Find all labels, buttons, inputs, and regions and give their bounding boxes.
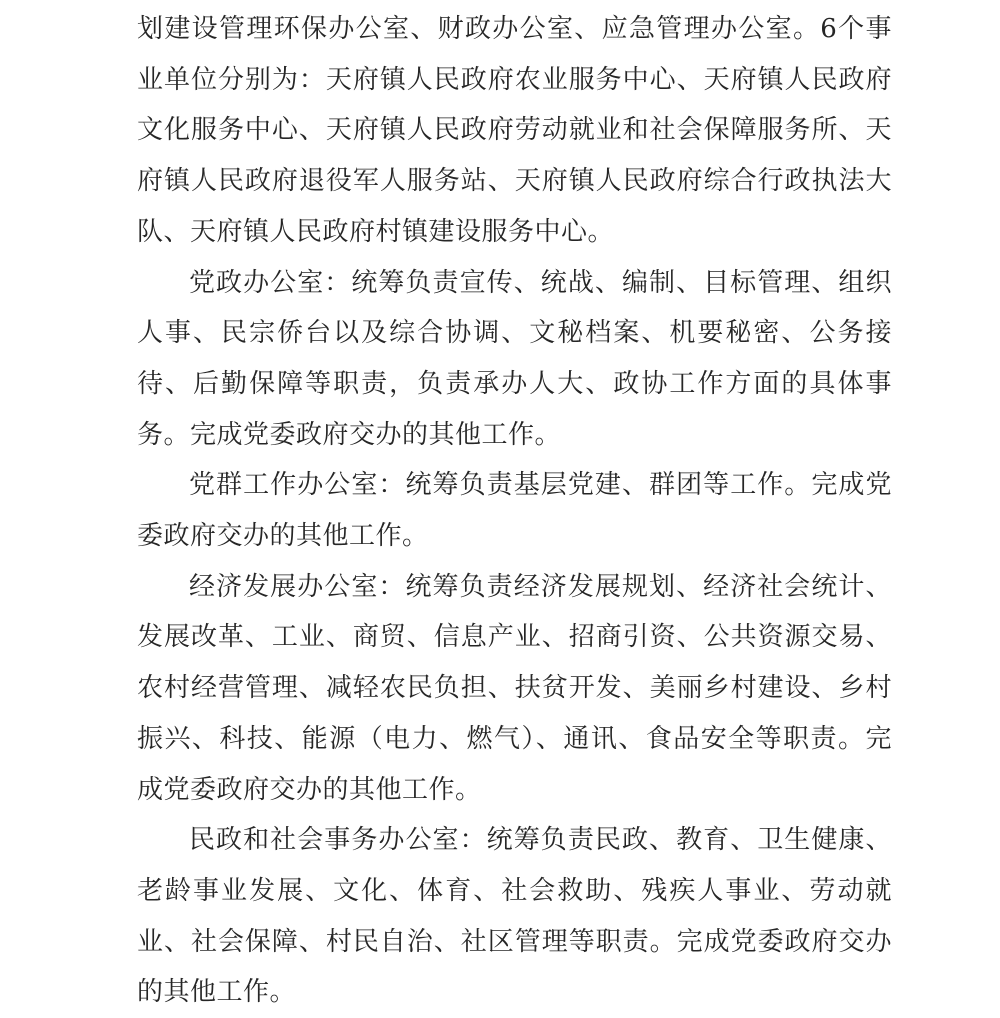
paragraph-civil-affairs-office: 民政和社会事务办公室：统筹负责民政、教育、卫生健康、老龄事业发展、文化、体育、社会救助、残疾人事业、劳动就业、社会保障、村民自治、社区管理等职责。完成党委政府交办的其他工作。 [137,825,892,1008]
paragraph-party-mass-work-office: 党群工作办公室：统筹负责基层党建、群团等工作。完成党委政府交办的其他工作。 [137,470,892,552]
document-body [137,4,892,1018]
paragraph-org-units: 划建设管理环保办公室、财政办公室、应急管理办公室。6个事业单位分别为：天府镇人民政府农业服务中心、天府镇人民政府文化服务中心、天府镇人民政府劳动就业和社会保障服务所、天府镇人民政府退役军人服务站、天府镇人民政府综合行政执法大队、天府镇人民政府村镇建设服务中心。 [137,14,892,247]
paragraph-party-government-office: 党政办公室：统筹负责宣传、统战、编制、目标管理、组织人事、民宗侨台以及综合协调、文秘档案、机要秘密、公务接待、后勤保障等职责，负责承办人大、政协工作方面的具体事务。完成党委政府交办的其他工作。 [137,267,892,450]
paragraph-economic-development-office: 经济发展办公室：统筹负责经济发展规划、经济社会统计、发展改革、工业、商贸、信息产业、招商引资、公共资源交易、农村经营管理、减轻农民负担、扶贫开发、美丽乡村建设、乡村振兴、科技、能源（电力、燃气）、通讯、食品安全等职责。完成党委政府交办的其他工作。 [137,571,892,805]
